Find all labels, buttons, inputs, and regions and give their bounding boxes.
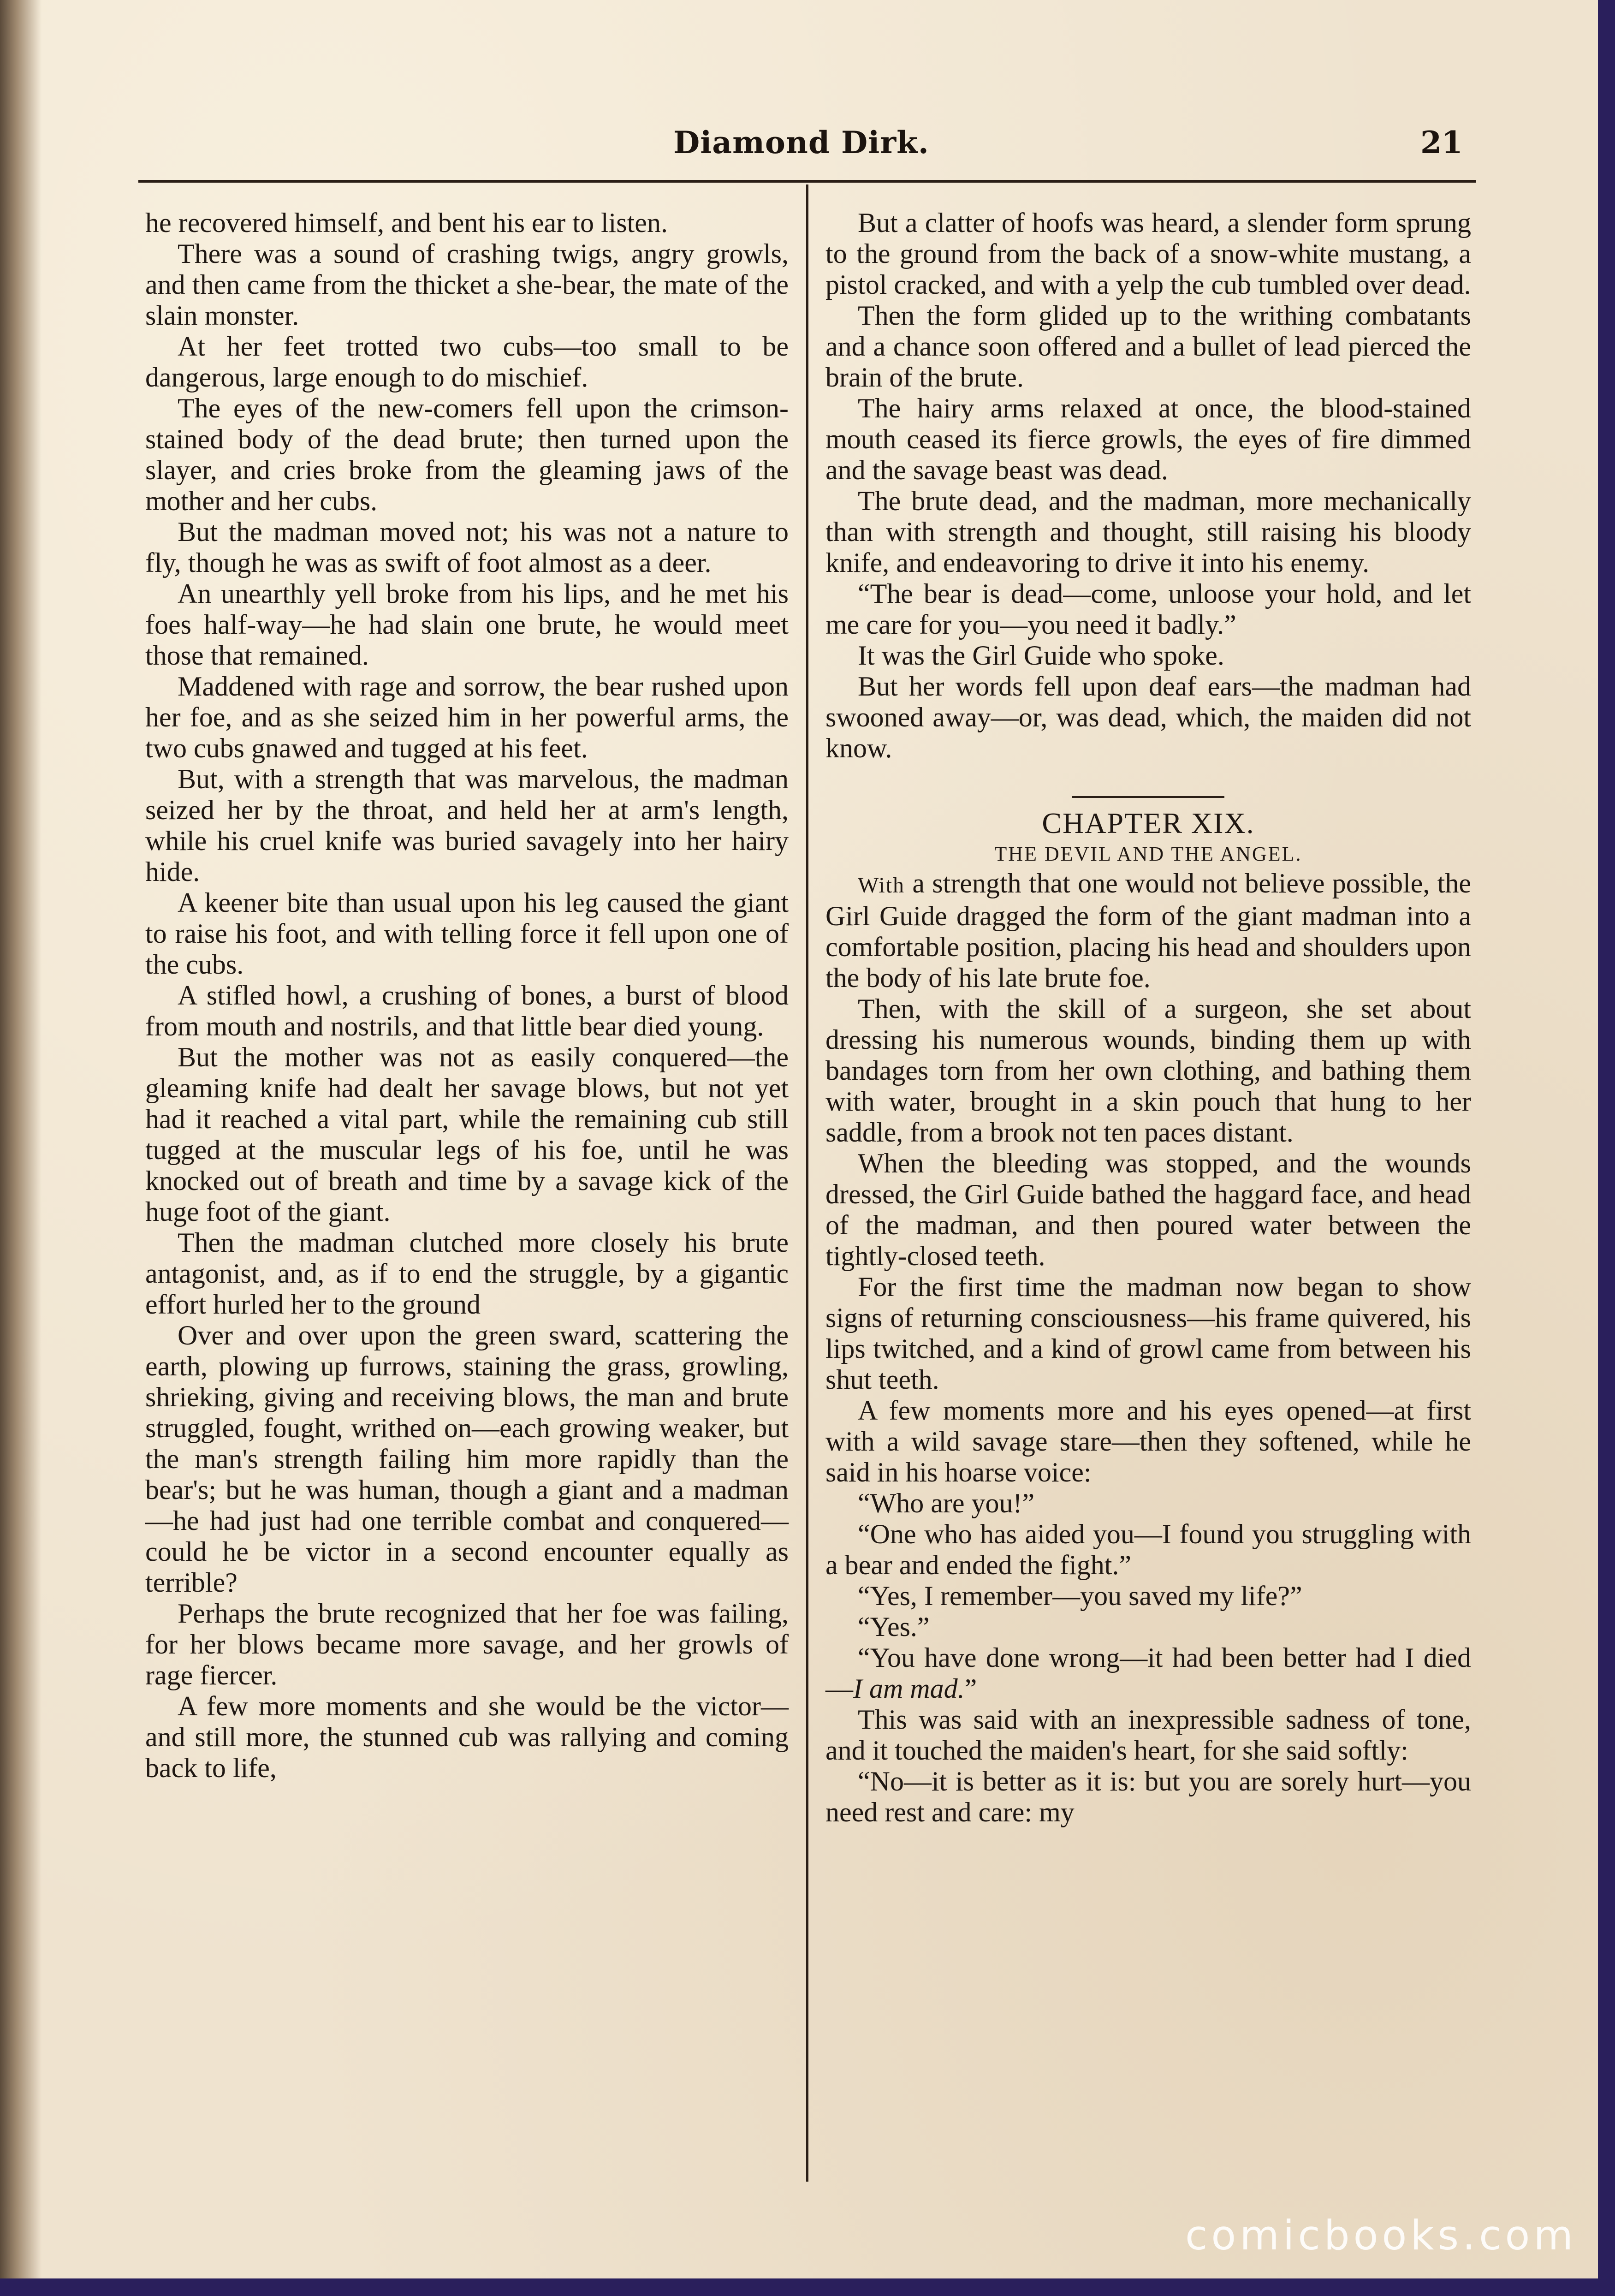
paragraph: The hairy arms relaxed at once, the blood-stained mouth ceased its fierce growls, the eyes of fire dimmed and the savage beast was dead. [825,393,1471,485]
left-column [145,208,789,1784]
paragraph: Maddened with rage and sorrow, the bear rushed upon her foe, and as she seized him in her powerful arms, the two cubs gnawed and tugged at his feet. [145,671,789,763]
paragraph: A few more moments and she would be the victor—and still more, the stunned cub was rallying and coming back to life, [145,1691,789,1783]
mad-line-italic: I am mad. [853,1673,965,1704]
running-head-title: Diamond Dirk. [673,125,929,161]
binding-gutter [0,0,42,2278]
header-rule [138,180,1476,183]
paragraph: The eyes of the new-comers fell upon the crimson-stained body of the dead brute; then turned upon the slayer, and cries broke from the gleaming jaws of the mother and her cubs. [145,393,789,516]
dialogue-line [825,1642,1471,1704]
paragraph: But the madman moved not; his was not a nature to fly, though he was as swift of foot almost as a deer. [145,517,789,578]
paragraph: But a clatter of hoofs was heard, a slender form sprung to the ground from the back of a snow-white mustang, a pistol cracked, and with a yelp the cub tumbled over dead. [825,208,1471,300]
dialogue-line: “Yes, I remember—you saved my life?” [858,1581,1302,1611]
paragraph: Then the madman clutched more closely his brute antagonist, and, as if to end the struggle, by a gigantic effort hurled her to the ground [145,1227,789,1320]
paragraph: But the mother was not as easily conquered—the gleaming knife had dealt her savage blows, but not yet had it reached a vital part, while the remaining cub still tugged at the muscular legs of his foe, until he was knocked out of breath and time by a savage kick of the huge foot of the giant. [145,1042,789,1227]
paragraph: For the first time the madman now began to show signs of returning consciousness—his frame quivered, his lips twitched, and a kind of growl came from between his shut teeth. [825,1272,1471,1395]
paragraph: There was a sound of crashing twigs, angry growls, and then came from the thicket a she-bear, the mate of the slain monster. [145,238,789,331]
watermark: comicbooks.com [1185,2212,1577,2259]
paragraph: It was the Girl Guide who spoke. [858,640,1224,671]
dialogue-line: “One who has aided you—I found you struggling with a bear and ended the fight.” [825,1519,1471,1580]
chapter-title: CHAPTER XIX. [1042,807,1255,839]
dialogue-line: “Yes.” [858,1612,930,1642]
mad-line-end: ” [964,1673,977,1704]
paragraph: A keener bite than usual upon his leg caused the giant to raise his foot, and with telling force it fell upon one of the cubs. [145,887,789,980]
paragraph: At her feet trotted two cubs—too small to be dangerous, large enough to do mischief. [145,331,789,393]
paragraph: This was said with an inexpressible sadness of tone, and it touched the maiden's heart, for she said softly: [825,1704,1471,1766]
paragraph: Then the form glided up to the writhing combatants and a chance soon offered and a bullet of lead pierced the brain of the brute. [825,300,1471,393]
lead-text: a strength that one would not believe possible, the Girl Guide dragged the form of the giant madman into a comfortable position, placing his head and shoulders upon the body of his late brute foe. [825,868,1471,993]
chapter-rule [1072,796,1224,798]
paragraph: When the bleeding was stopped, and the wounds dressed, the Girl Guide bathed the haggard face, and head of the madman, and then poured water between the tightly-closed teeth. [825,1148,1471,1271]
paragraph: A stifled howl, a crushing of bones, a burst of blood from mouth and nostrils, and that little bear died young. [145,980,789,1041]
right-column [825,208,1471,1828]
paragraph: But, with a strength that was marvelous, the madman seized her by the throat, and held her at arm's length, while his cruel knife was buried savagely into her hairy hide. [145,764,789,887]
column-rule [806,184,808,2182]
paragraph: An unearthly yell broke from his lips, and he met his foes half-way—he had slain one brute, he would meet those that remained. [145,578,789,671]
paragraph: “No—it is better as it is: but you are sorely hurt—you need rest and care: my [825,1766,1471,1827]
page-number: 21 [1420,125,1463,161]
paragraph: A few moments more and his eyes opened—at first with a wild savage stare—then they softened, while he said in his hoarse voice: [825,1395,1471,1487]
paragraph: Over and over upon the green sward, scattering the earth, plowing up furrows, staining the grass, growling, shrieking, giving and receiving blows, the man and brute struggled, fought, writhed on—each growing weaker, but the man's strength failing him more rapidly than the bear's; but he was human, though a giant and a madman—he had just had one terrible combat and conquered—could he be victor in a second encounter equally as terrible? [145,1320,789,1598]
paragraph: But her words fell upon deaf ears—the madman had swooned away—or, was dead, which, the maiden did not know. [825,671,1471,763]
mad-line-start: “You have done wrong—it had been better had I died— [825,1642,1471,1704]
chapter-subtitle: THE DEVIL AND THE ANGEL. [994,843,1302,865]
paragraph: The brute dead, and the madman, more mechanically than with strength and thought, still raising his bloody knife, and endeavoring to drive it into his enemy. [825,486,1471,578]
paragraph: “The bear is dead—come, unloose your hold, and let me care for you—you need it badly.” [825,578,1471,640]
lead-word: With [858,873,905,898]
paragraph: he recovered himself, and bent his ear to listen. [145,208,668,238]
paragraph: Perhaps the brute recognized that her foe was failing, for her blows became more savage, and her growls of rage fiercer. [145,1598,789,1690]
chapter-opening-paragraph [825,868,1471,993]
dialogue-line: “Who are you!” [858,1488,1035,1518]
paragraph: Then, with the skill of a surgeon, she set about dressing his numerous wounds, binding them up with bandages torn from her own clothing, and bathing them with water, brought in a skin pouch that hung to her saddle, from a brook not ten paces distant. [825,993,1471,1148]
